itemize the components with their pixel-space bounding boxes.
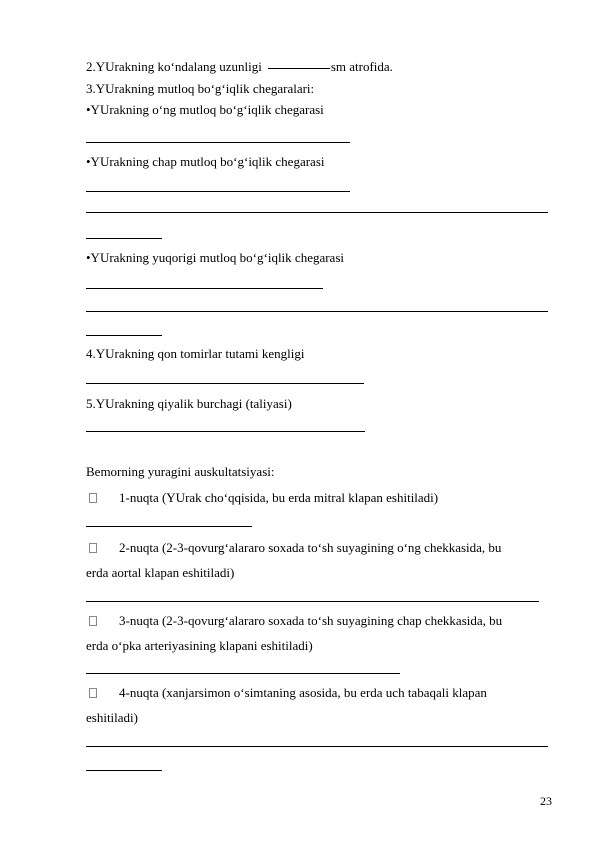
auscultation-point-1 <box>86 490 439 506</box>
auscultation-point-3 <box>86 613 503 629</box>
answer-blank[interactable] <box>86 212 548 213</box>
point-1-text: 1-nuqta (YUrak cho‘qqisida, bu erda mitral klapan eshitiladi) <box>119 490 439 505</box>
auscultation-point-4 <box>86 685 487 701</box>
question-4: 4.YUrakning qon tomirlar tutami kengligi <box>86 346 305 361</box>
answer-blank[interactable] <box>86 311 548 312</box>
answer-blank[interactable] <box>86 746 548 747</box>
answer-blank[interactable] <box>86 191 350 192</box>
question-2 <box>86 59 393 75</box>
answer-blank[interactable] <box>86 673 400 674</box>
answer-blank[interactable] <box>86 238 162 239</box>
answer-blank[interactable] <box>268 68 330 69</box>
point-3-text: 3-nuqta (2-3-qovurg‘alararo soxada to‘sh suyagining chap chekkasida, bu <box>119 613 503 628</box>
answer-blank[interactable] <box>86 288 323 289</box>
point-4-text: 4-nuqta (xanjarsimon o‘simtaning asosida, bu erda uch tabaqali klapan <box>119 685 487 700</box>
point-4-text-cont: eshitiladi) <box>86 710 138 725</box>
left-border-label: •YUrakning chap mutloq bo‘g‘iqlik chegarasi <box>86 154 325 169</box>
right-border-label: •YUrakning o‘ng mutloq bo‘g‘iqlik chegarasi <box>86 102 324 117</box>
point-3-text-cont: erda o‘pka arteriyasining klapani eshitiladi) <box>86 638 313 653</box>
answer-blank[interactable] <box>86 431 365 432</box>
question-5: 5.YUrakning qiyalik burchagi (taliyasi) <box>86 396 292 411</box>
bullet-icon <box>89 688 97 698</box>
point-2-text-cont: erda aortal klapan eshitiladi) <box>86 565 235 580</box>
upper-border-label: •YUrakning yuqorigi mutloq bo‘g‘iqlik chegarasi <box>86 250 345 265</box>
point-2-text: 2-nuqta (2-3-qovurg‘alararo soxada to‘sh suyagining o‘ng chekkasida, bu <box>119 540 502 555</box>
bullet-icon <box>89 543 97 553</box>
bullet-icon <box>89 616 97 626</box>
question-3-heading: 3.YUrakning mutloq bo‘g‘iqlik chegaralari: <box>86 81 315 96</box>
answer-blank[interactable] <box>86 142 350 143</box>
answer-blank[interactable] <box>86 335 162 336</box>
answer-blank[interactable] <box>86 601 539 602</box>
question-2-unit: sm atrofida. <box>330 59 393 74</box>
page-number: 23 <box>540 794 552 808</box>
auscultation-point-2 <box>86 540 502 556</box>
auscultation-heading: Bemorning yuragini auskultatsiyasi: <box>86 464 275 479</box>
answer-blank[interactable] <box>86 770 162 771</box>
answer-blank[interactable] <box>86 526 252 527</box>
answer-blank[interactable] <box>86 383 364 384</box>
question-2-text: 2.YUrakning ko‘ndalang uzunligi <box>86 59 262 74</box>
bullet-icon <box>89 493 97 503</box>
